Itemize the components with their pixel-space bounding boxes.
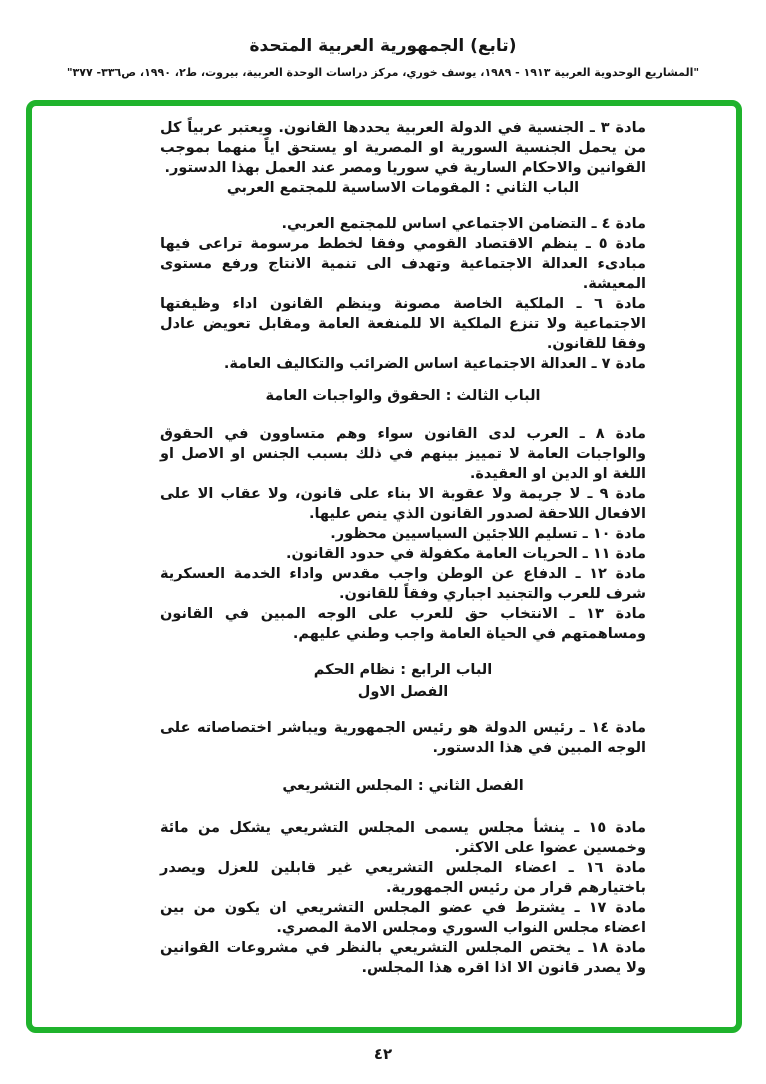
article-11-text: مادة ١١ ـ الحريات العامة مكفولة في حدود القانون.	[286, 546, 646, 562]
article-3-text: مادة ٣ ـ الجنسية في الدولة العربية يحددها القانون. ويعتبر عربياً كل من يحمل الجنسية السورية او المصرية او يستحق اياً منهما بموجب القوانين والاحكام السارية في سوريا ومصر عند العمل بهذا الدستور.	[160, 120, 646, 176]
highlight-frame	[26, 100, 742, 1033]
article-17-text: مادة ١٧ ـ يشترط في عضو المجلس التشريعي ان يكون من بين اعضاء مجلس النواب السوري ومجلس الامة المصري.	[160, 900, 646, 936]
chapter-four-heading: الباب الرابع : نظام الحكم	[313, 662, 493, 678]
article-14-text: مادة ١٤ ـ رئيس الدولة هو رئيس الجمهورية ويباشر اختصاصاته على الوجه المبين في هذا الدستور.	[160, 720, 646, 756]
article-13-text: مادة ١٣ ـ الانتخاب حق للعرب على الوجه المبين في القانون ومساهمتهم في الحياة العامة واجب وطني عليهم.	[160, 606, 646, 642]
page-footer	[0, 1044, 766, 1063]
article-7-text: مادة ٧ ـ العدالة الاجتماعية اساس الضرائب والتكاليف العامة.	[223, 356, 646, 372]
article-4-text: مادة ٤ ـ التضامن الاجتماعي اساس للمجتمع العربي.	[281, 216, 646, 232]
article-8-text: مادة ٨ ـ العرب لدى القانون سواء وهم متساوون في الحقوق والواجبات العامة لا تمييز بينهم في ذلك بسبب الجنس او الاصل او اللغة او الدين او العقيدة.	[160, 426, 646, 482]
article-6-text: مادة ٦ ـ الملكية الخاصة مصونة وينظم القانون اداء وظيفتها الاجتماعية ولا تنزع الملكية الا للمنفعة العامة ومقابل تعويض عادل وفقا للقانون.	[160, 296, 646, 352]
article-18-text: مادة ١٨ ـ يختص المجلس التشريعي بالنظر في مشروعات القوانين ولا يصدر قانون الا اذا اقره هذا المجلس.	[160, 940, 646, 976]
article-5-text: مادة ٥ ـ ينظم الاقتصاد القومي وفقا لخطط مرسومة تراعى فيها مبادىء العدالة الاجتماعية وتهدف الى تنمية الانتاج ورفع مستوى المعيشة.	[160, 236, 646, 292]
chapter-three-heading: الباب الثالث : الحقوق والواجبات العامة	[265, 388, 541, 404]
article-12-text: مادة ١٢ ـ الدفاع عن الوطن واجب مقدس واداء الخدمة العسكرية شرف للعرب والتجنيد اجباري وفقاً للقانون.	[160, 566, 646, 602]
article-10-text: مادة ١٠ ـ تسليم اللاجئين السياسيين محظور.	[330, 526, 646, 542]
chapter-two-heading: الباب الثاني : المقومات الاساسية للمجتمع العربي	[226, 180, 580, 196]
document-title: (تابع) الجمهورية العربية المتحدة	[249, 36, 517, 56]
section-one-heading: الفصل الاول	[357, 684, 449, 700]
article-15-text: مادة ١٥ ـ ينشأ مجلس يسمى المجلس التشريعي يشكل من مائة وخمسين عضوا على الاكثر.	[160, 820, 646, 856]
section-two-heading: الفصل الثاني : المجلس التشريعي	[282, 778, 524, 794]
document-body	[160, 118, 646, 978]
article-16-text: مادة ١٦ ـ اعضاء المجلس التشريعي غير قابلين للعزل ويصدر باختيارهم قرار من رئيس الجمهورية.	[160, 860, 646, 896]
source-citation: "المشاريع الوحدوية العربية ١٩١٣ - ١٩٨٩، يوسف خوري، مركز دراسات الوحدة العربية، بيروت، ط٢، ١٩٩٠، ص٣٣٦- ٣٧٧"	[66, 66, 700, 79]
page-number: ٤٢	[373, 1045, 393, 1063]
article-9-text: مادة ٩ ـ لا جريمة ولا عقوبة الا بناء على قانون، ولا عقاب الا على الافعال اللاحقة لصدور القانون الذي ينص عليها.	[160, 486, 646, 522]
page-header	[0, 36, 766, 79]
